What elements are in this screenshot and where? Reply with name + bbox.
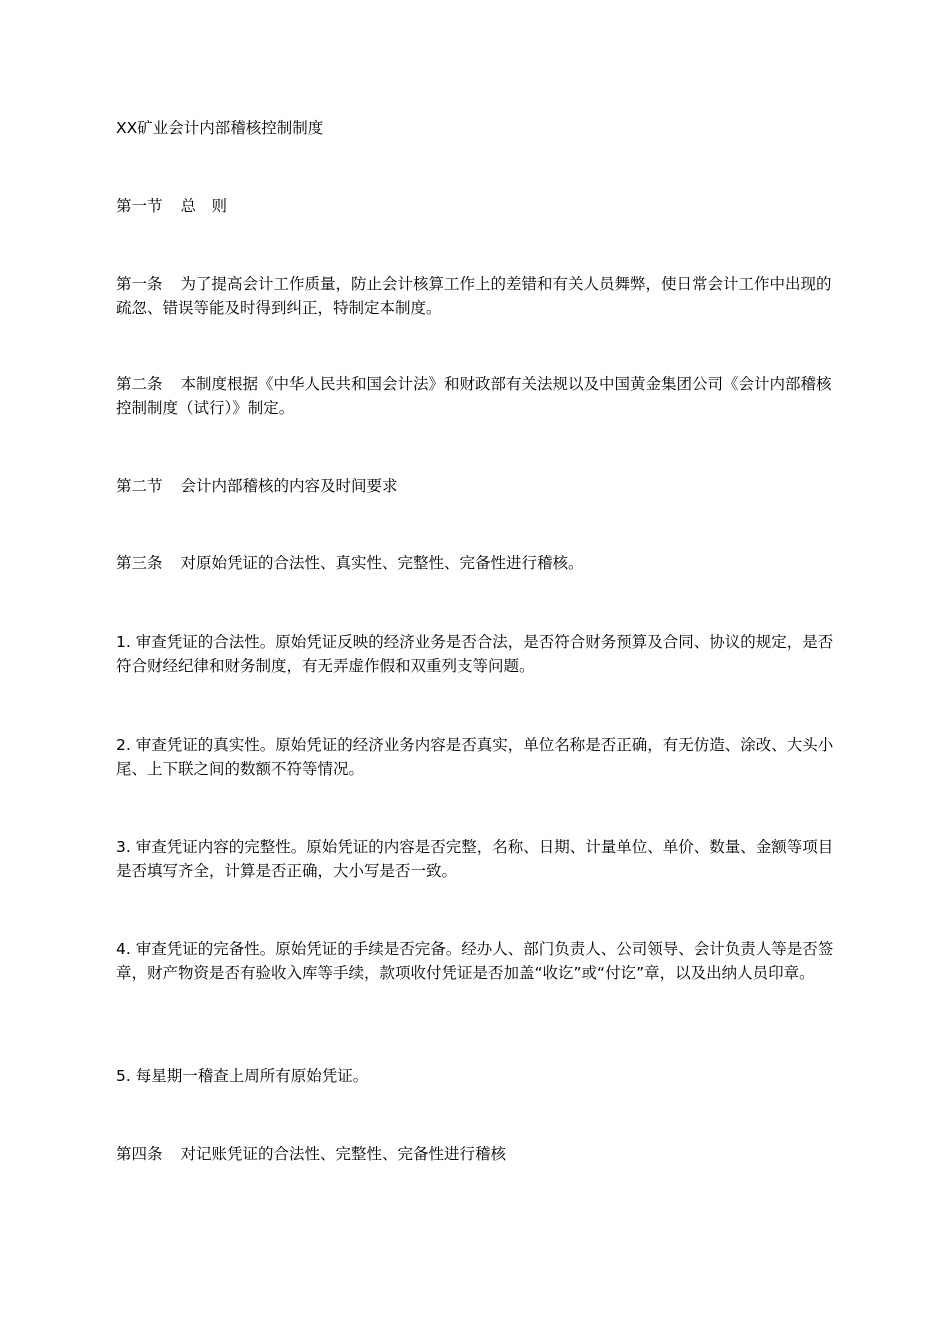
article-4 [116,1142,840,1166]
article-label: 第三条 [116,554,163,572]
section-heading-1 [116,194,840,218]
article-3 [116,551,840,575]
article-text: 为了提高会计工作质量，防止会计核算工作上的差错和有关人员舞弊，使日常会计工作中出现的疏忽、错误等能及时得到纠正，特制定本制度。 [116,275,832,317]
section-name: 会计内部稽核的内容及时间要求 [180,477,398,495]
article-2 [116,372,840,420]
list-item-4: 4. 审查凭证的完备性。原始凭证的手续是否完备。经办人、部门负责人、公司领导、会计负责人等是否签章，财产物资是否有验收入库等手续，款项收付凭证是否加盖“收讫”或“付讫”章，以及出纳人员印章。 [116,940,834,982]
section-name: 总 则 [180,197,228,215]
list-item-1: 1. 审查凭证的合法性。原始凭证反映的经济业务是否合法，是否符合财务预算及合同、协议的规定，是否符合财经纪律和财务制度，有无弄虚作假和双重列支等问题。 [116,633,834,675]
article-1 [116,272,840,320]
section-heading-2 [116,474,840,498]
list-item-3: 3. 审查凭证内容的完整性。原始凭证的内容是否完整，名称、日期、计量单位、单价、数量、金额等项目是否填写齐全，计算是否正确，大小写是否一致。 [116,838,834,880]
article-label: 第二条 [116,375,163,393]
article-label: 第一条 [116,275,163,293]
document-title [116,116,840,140]
article-label: 第四条 [116,1145,163,1163]
section-label: 第一节 [116,197,163,215]
document-title-text: XX矿业会计内部稽核控制制度 [116,119,324,137]
section-label: 第二节 [116,477,163,495]
article-text: 本制度根据《中华人民共和国会计法》和财政部有关法规以及中国黄金集团公司《会计内部稽核控制制度（试行）》制定。 [116,375,832,417]
list-item-5: 5. 每星期一稽查上周所有原始凭证。 [116,1067,369,1085]
article-text: 对原始凭证的合法性、真实性、完整性、完备性进行稽核。 [180,554,584,572]
article-text: 对记账凭证的合法性、完整性、完备性进行稽核 [180,1145,507,1163]
list-item-2: 2. 审查凭证的真实性。原始凭证的经济业务内容是否真实，单位名称是否正确，有无仿造、涂改、大头小尾、上下联之间的数额不符等情况。 [116,736,834,778]
